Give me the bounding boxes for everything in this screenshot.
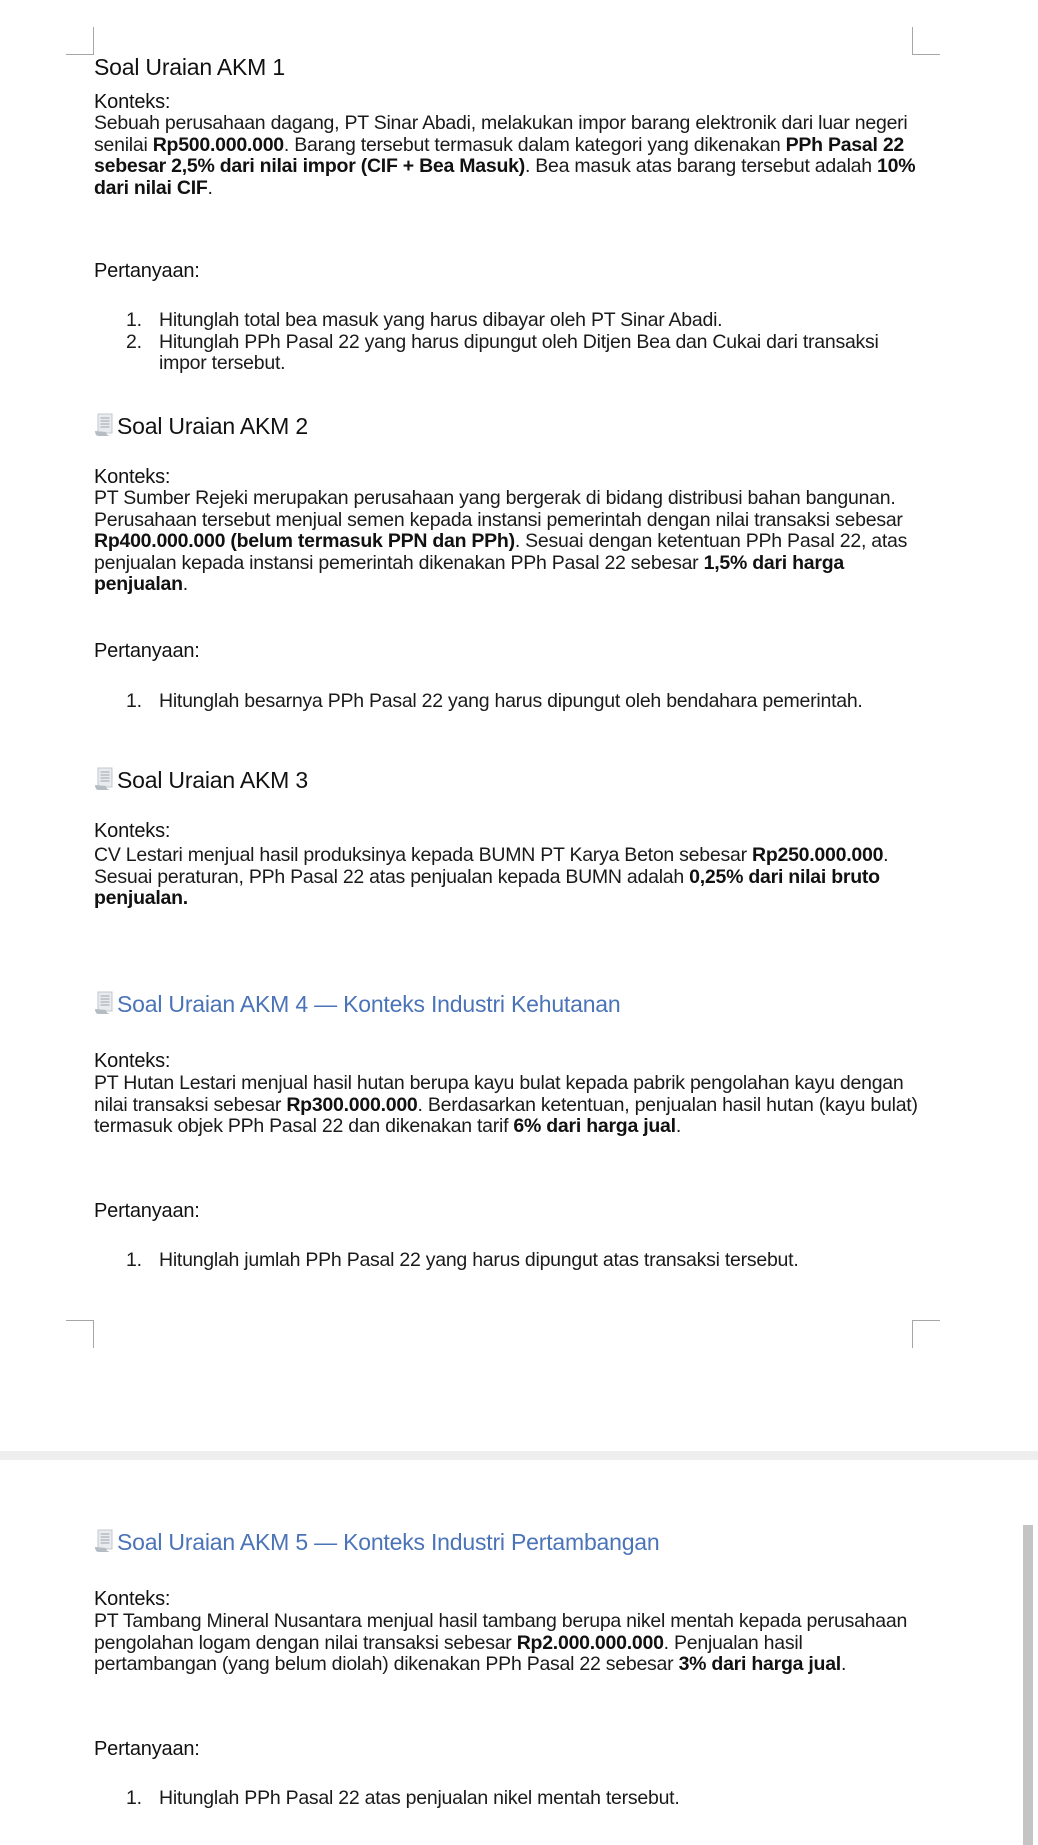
section-1-context-label: Konteks:: [94, 91, 171, 113]
receipt-icon: [94, 413, 114, 437]
section-1-question-list: [94, 310, 924, 375]
section-3-context-label: Konteks:: [94, 820, 171, 842]
section-5-question-list: [94, 1788, 924, 1810]
receipt-icon: [94, 767, 114, 791]
section-3-title: Soal Uraian AKM 3: [94, 766, 924, 794]
section-2-title: Soal Uraian AKM 2: [94, 412, 924, 440]
section-1-title: Soal Uraian AKM 1: [94, 54, 285, 80]
section-5-context-text: PT Tambang Mineral Nusantara menjual hasil tambang berupa nikel mentah kepada perusahaan pengolahan logam dengan nilai transaksi sebesar Rp2.000.000.000. Penjualan hasil pertambangan (yang belum diolah) dikenakan PPh Pasal 22 sebesar 3% dari harga jual.: [94, 1610, 908, 1675]
section-4-context-label: Konteks:: [94, 1050, 171, 1072]
section-2-context-label: Konteks:: [94, 466, 171, 488]
question-item: 2. Hitunglah PPh Pasal 22 yang harus dipungut oleh Ditjen Bea dan Cukai dari transaksi impor tersebut.: [126, 330, 879, 374]
question-item: 1. Hitunglah PPh Pasal 22 atas penjualan nikel mentah tersebut.: [126, 1787, 680, 1809]
question-item: 1. Hitunglah total bea masuk yang harus dibayar oleh PT Sinar Abadi.: [126, 309, 723, 331]
section-4-questions-label: Pertanyaan:: [94, 1200, 200, 1222]
section-4-question-list: [94, 1250, 924, 1272]
section-2-question-list: [94, 691, 924, 713]
section-3-context-text: CV Lestari menjual hasil produksinya kepada BUMN PT Karya Beton sebesar Rp250.000.000. Sesuai peraturan, PPh Pasal 22 atas penjualan kepada BUMN adalah 0,25% dari nilai bruto penjualan.: [94, 844, 889, 909]
margin-corner-mark: [912, 27, 940, 55]
page-separator: [0, 1451, 1038, 1460]
receipt-icon: [94, 991, 114, 1015]
receipt-icon: [94, 1529, 114, 1553]
section-5-title: Soal Uraian AKM 5 — Konteks Industri Pertambangan: [94, 1528, 924, 1556]
question-item: 1. Hitunglah jumlah PPh Pasal 22 yang harus dipungut atas transaksi tersebut.: [126, 1249, 799, 1271]
section-4-title: Soal Uraian AKM 4 — Konteks Industri Kehutanan: [94, 990, 924, 1018]
section-2-context-text: PT Sumber Rejeki merupakan perusahaan yang bergerak di bidang distribusi bahan bangunan. Perusahaan tersebut menjual semen kepada instansi pemerintah dengan nilai transaksi sebesar Rp400.000.000 (belum termasuk PPN dan PPh). Sesuai dengan ketentuan PPh Pasal 22, atas penjualan kepada instansi pemerintah dikenakan PPh Pasal 22 sebesar 1,5% dari harga penjualan.: [94, 487, 908, 595]
margin-corner-mark: [66, 27, 94, 55]
section-1-questions-label: Pertanyaan:: [94, 260, 200, 282]
section-5-questions-label: Pertanyaan:: [94, 1738, 200, 1760]
margin-corner-mark: [66, 1320, 94, 1348]
vertical-scrollbar[interactable]: [1023, 1525, 1033, 1845]
section-1-context-text: Sebuah perusahaan dagang, PT Sinar Abadi, melakukan impor barang elektronik dari luar negeri senilai Rp500.000.000. Barang tersebut termasuk dalam kategori yang dikenakan PPh Pasal 22 sebesar 2,5% dari nilai impor (CIF + Bea Masuk). Bea masuk atas barang tersebut adalah 10% dari nilai CIF.: [94, 112, 916, 199]
section-2-questions-label: Pertanyaan:: [94, 640, 200, 662]
section-4-context-text: PT Hutan Lestari menjual hasil hutan berupa kayu bulat kepada pabrik pengolahan kayu dengan nilai transaksi sebesar Rp300.000.000. Berdasarkan ketentuan, penjualan hasil hutan (kayu bulat) termasuk objek PPh Pasal 22 dan dikenakan tarif 6% dari harga jual.: [94, 1072, 918, 1137]
margin-corner-mark: [912, 1320, 940, 1348]
question-item: 1. Hitunglah besarnya PPh Pasal 22 yang harus dipungut oleh bendahara pemerintah.: [126, 690, 863, 712]
section-5-context-label: Konteks:: [94, 1588, 171, 1610]
document-page-2: [0, 1460, 1038, 1845]
